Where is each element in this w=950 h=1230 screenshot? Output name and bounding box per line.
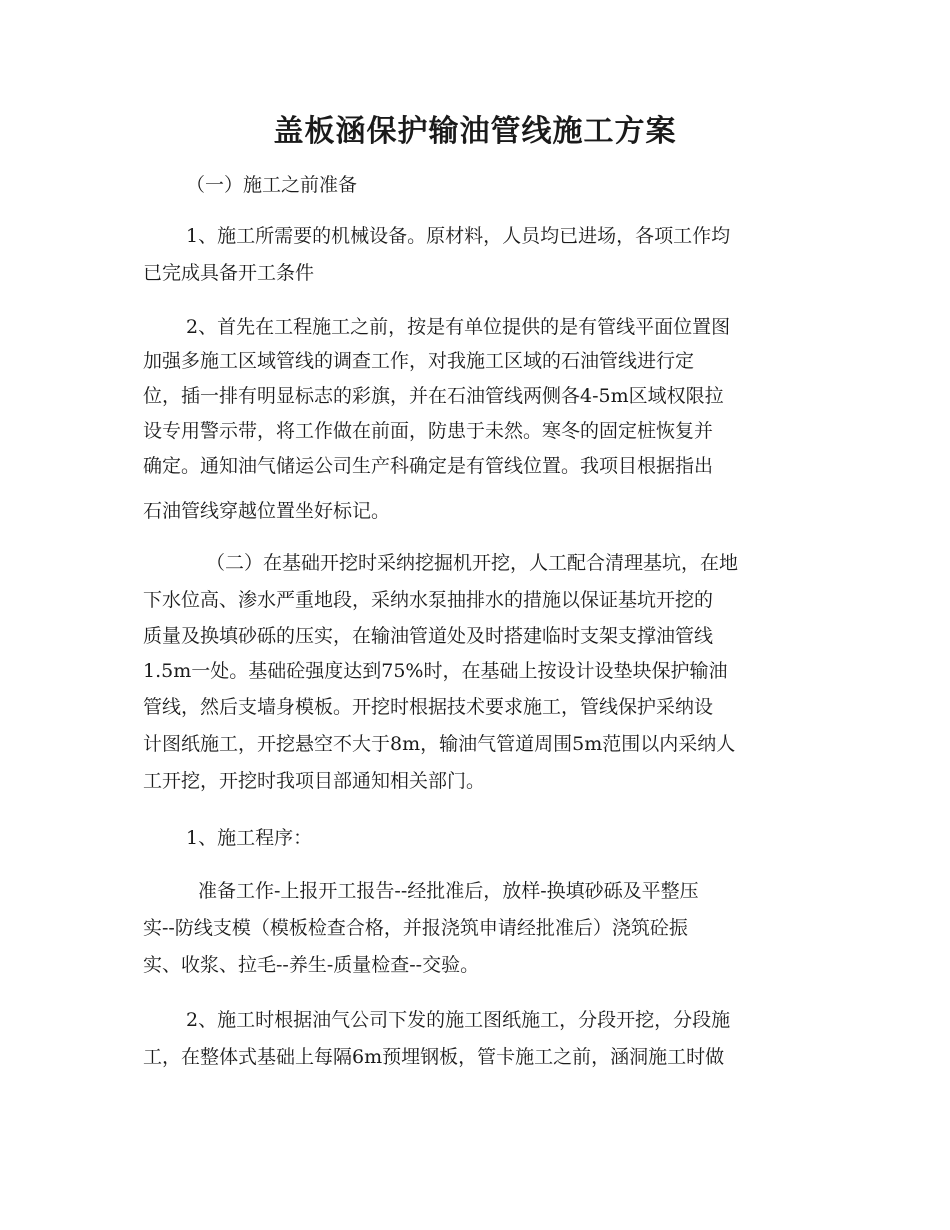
paragraph-line: 确定。通知油气储运公司生产科确定是有管线位置。我项目根据指出 — [143, 455, 714, 477]
paragraph-line: 管线，然后支墙身模板。开挖时根据技术要求施工，管线保护采纳设 — [143, 696, 714, 718]
document-title: 盖板涵保护输油管线施工方案 — [273, 114, 677, 149]
paragraph-line: 2、施工时根据油气公司下发的施工图纸施工，分段开挖，分段施 — [186, 1009, 731, 1031]
section-heading-excavation: （二）在基础开挖时采纳挖掘机开挖，人工配合清理基坑，在地 — [206, 552, 739, 574]
paragraph-line: 工，在整体式基础上每隔6m预埋钢板，管卡施工之前，涵洞施工时做 — [143, 1046, 725, 1068]
paragraph-line: 位，插一排有明显标志的彩旗，并在石油管线两侧各4-5m区域权限拉 — [143, 385, 724, 407]
paragraph-line: 石油管线穿越位置坐好标记。 — [143, 500, 391, 522]
paragraph-line: 质量及换填砂砾的压实，在输油管道处及时搭建临时支架支撑油管线 — [143, 625, 714, 647]
section-heading-preparation: （一）施工之前准备 — [186, 174, 358, 196]
paragraph-line: 2、首先在工程施工之前，按是有单位提供的是有管线平面位置图 — [186, 316, 731, 338]
subheading-procedure: 1、施工程序： — [186, 827, 313, 849]
paragraph-line: 设专用警示带，将工作做在前面，防患于未然。寒冬的固定桩恢复并 — [143, 420, 714, 442]
paragraph-line: 实--防线支模（模板检查合格，并报浇筑申请经批准后）浇筑砼振 — [143, 917, 688, 939]
paragraph-line: 下水位高、渗水严重地段，采纳水泵抽排水的措施以保证基坑开挖的 — [143, 589, 714, 611]
paragraph-line: 准备工作-上报开工报告--经批准后，放样-换填砂砾及平整压 — [198, 880, 699, 902]
paragraph-line: 1、施工所需要的机械设备。原材料，人员均已进场，各项工作均 — [186, 225, 731, 247]
paragraph-line: 加强多施工区域管线的调查工作，对我施工区域的石油管线进行定 — [143, 350, 695, 372]
paragraph-line: 实、收浆、拉毛--养生-质量检查--交验。 — [143, 954, 480, 976]
paragraph-line: 1.5m一处。基础砼强度达到75%时，在基础上按设计设垫块保护输油 — [143, 660, 728, 682]
paragraph-line: 已完成具备开工条件 — [143, 262, 315, 284]
paragraph-line: 工开挖，开挖时我项目部通知相关部门。 — [143, 770, 486, 792]
paragraph-line: 计图纸施工，开挖悬空不大于8m，输油气管道周围5m范围以内采纳人 — [143, 733, 736, 755]
